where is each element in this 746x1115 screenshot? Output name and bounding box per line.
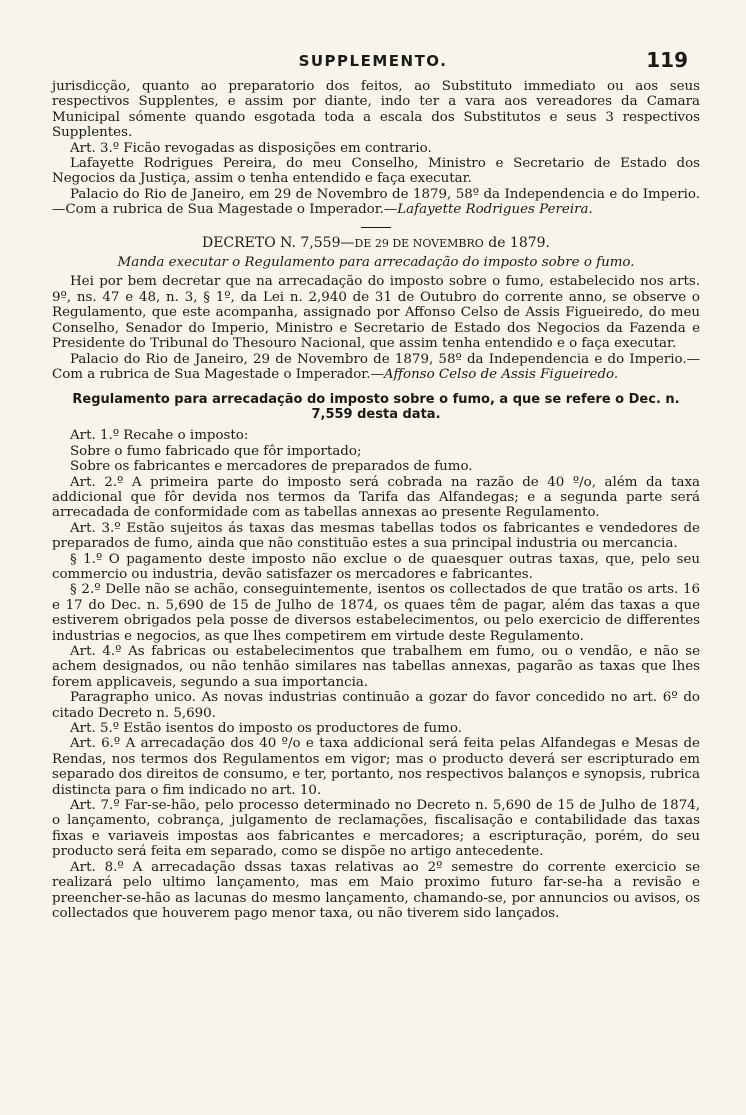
decree-signer-name: Affonso Celso de Assis Figueiredo. bbox=[383, 366, 619, 382]
decree-palacio-dateline bbox=[52, 352, 700, 383]
decree-paragraph: Hei por bem decretar que na arrecadação do imposto sobre o fumo, estabelecido nos arts. 9º, ns. 47 e 48, n. 3, § 1º, da Lei n. 2,940 de 31 de Outubro do corrente anno, se observe o Regulamento, que este acompanha, assignado por Affonso Celso de Assis Figueiredo, do meu Conselho, Senador do Imperio, Ministro e Secretario de Estado dos Negocios da Fazenda e Presidente do Tribunal do Thesouro Nacional, que assim tenha entendido e o faça executar. bbox=[52, 274, 700, 352]
regulation-paragraph: § 1.º O pagamento deste imposto não exclue o de quaesquer outras taxas, que, pelo seu commercio ou industria, devão satisfazer os mercadores e fabricantes. bbox=[52, 551, 700, 582]
regulation-paragraph: Art. 6.º A arrecadação dos 40 º/o e taxa addicional será feita pelas Alfandegas e Mesas de Rendas, nos termos dos Regulamentos em vigor; mas o producto deverá ser escripturado em separado dos direitos de consumo, e ter, portanto, nos respectivos balanços e synopsis, rubrica distincta para o fim indicado no art. 10. bbox=[52, 736, 700, 798]
minister-execution-paragraph: Lafayette Rodrigues Pereira, do meu Conselho, Ministro e Secretario de Estado dos Negocios da Justiça, assim o tenha entendido e faça executar. bbox=[52, 156, 700, 187]
decree-summary: Manda executar o Regulamento para arrecadação do imposto sobre o fumo. bbox=[117, 255, 635, 271]
regulation-paragraph: Art. 1.º Recahe o imposto: bbox=[70, 428, 249, 444]
regulation-paragraph: Art. 7.º Far-se-hão, pelo processo determinado no Decreto n. 5,690 de 15 de Julho de 1874, o lançamento, cobrança, julgamento de reclamações, fiscalisação e contabilidade das taxas fixas e variaveis impostas aos fabricantes e mercadores; a escripturação, porém, do seu producto será feita em separado, como se dispõe no artigo antecedente. bbox=[52, 798, 700, 860]
regulation-paragraph: Art. 5.º Estão isentos do imposto os productores de fumo. bbox=[70, 721, 462, 737]
decree-title-date: DE 29 DE NOVEMBRO bbox=[354, 236, 484, 250]
running-title: SUPPLEMENTO. bbox=[298, 52, 448, 70]
regulation-title: Regulamento para arrecadação do imposto sobre o fumo, a que se refere o Dec. n. 7,559 desta data. bbox=[72, 392, 680, 423]
continuation-paragraph: jurisdicção, quanto ao preparatorio dos feitos, ao Substituto immediato ou aos seus respectivos Supplentes, e assim por diante, indo ter a vara aos vereadores da Camara Municipal sómente quando esgotada toda a escala dos Substitutos e seus 3 respectivos Supplentes. bbox=[52, 79, 700, 141]
decree-title-main: DECRETO N. 7,559— bbox=[201, 234, 355, 251]
decree-title-year: de 1879. bbox=[483, 234, 551, 251]
page-header bbox=[0, 48, 746, 76]
regulation-paragraph: Art. 2.º A primeira parte do imposto será cobrada na razão de 40 º/o, além da taxa addicional que fôr devida nos termos da Tarifa das Alfandegas; e a segunda parte será arrecadada de conformidade com as tabellas annexas ao presente Regulamento. bbox=[52, 474, 700, 521]
section-divider bbox=[361, 227, 391, 228]
palacio-dateline bbox=[52, 187, 700, 218]
decree-title bbox=[52, 236, 700, 251]
decree-palacio-text: Palacio do Rio de Janeiro, 29 de Novembro de 1879, 58º da Independencia e do Imperio.—Com a rubrica de Sua Magestade o Imperador.— bbox=[52, 351, 700, 382]
page-body bbox=[52, 79, 700, 921]
regulation-paragraph: Sobre o fumo fabricado que fôr importado; bbox=[70, 443, 362, 459]
signer-name: Lafayette Rodrigues Pereira. bbox=[397, 202, 593, 218]
regulation-paragraph: § 2.º Delle não se achão, conseguintemente, isentos os collectados de que tratão os arts. 16 e 17 do Dec. n. 5,690 de 15 de Julho de 1874, os quaes têm de pagar, além das taxas a que estiverem obrigados pela posse de diversos estabelecimentos, ou pelo exercicio de differentes industrias e negocios, as que lhes competirem em virtude deste Regulamento. bbox=[52, 582, 700, 644]
page-number: 119 bbox=[646, 48, 688, 72]
regulation-paragraph: Art. 3.º Estão sujeitos ás taxas das mesmas tabellas todos os fabricantes e vendedores de preparados de fumo, ainda que não constituão estes a sua principal industria ou mercancia. bbox=[52, 520, 700, 552]
regulation-paragraph: Sobre os fabricantes e mercadores de preparados de fumo. bbox=[70, 459, 473, 475]
palacio-text: Palacio do Rio de Janeiro, em 29 de Novembro de 1879, 58º da Independencia e do Imperio.—Com a rubrica de Sua Magestade o Imperador.— bbox=[52, 186, 700, 218]
regulation-paragraph: Art. 4.º As fabricas ou estabelecimentos que trabalhem em fumo, ou o vendão, e não se achem designados, ou não tenhão similares nas tabellas annexas, pagarão as taxas que lhes forem applicaveis, segundo a sua importancia. bbox=[52, 644, 700, 690]
article-3-repeal: Art. 3.º Ficão revogadas as disposições em contrario. bbox=[70, 140, 432, 156]
regulation-paragraph: Paragrapho unico. As novas industrias continuão a gozar do favor concedido no art. 6º do citado Decreto n. 5,690. bbox=[52, 690, 700, 721]
regulation-paragraph: Art. 8.º A arrecadação dssas taxas relativas ao 2º semestre do corrente exercicio se realizará pelo ultimo lançamento, mas em Maio proximo futuro far-se-ha a revisão e preencher-se-hão as lacunas do mesmo lançamento, chamando-se, por annuncios ou avisos, os collectados que houverem pago menor taxa, ou não tiverem sido lançados. bbox=[52, 859, 700, 921]
